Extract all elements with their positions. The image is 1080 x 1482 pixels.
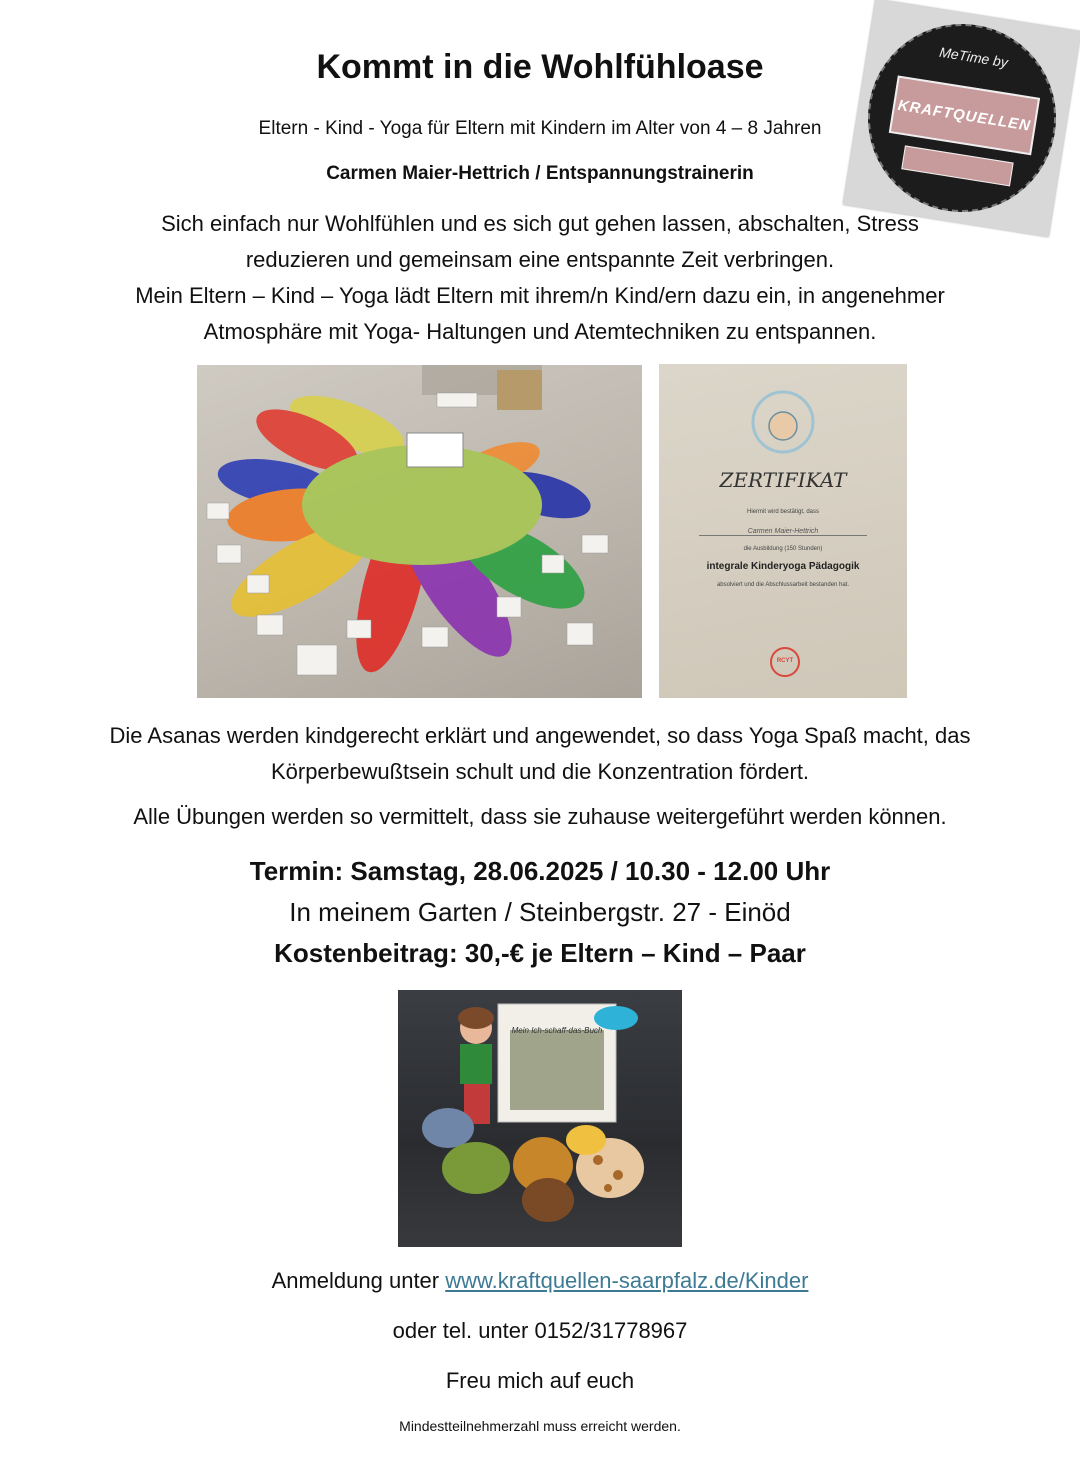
asanas-description — [0, 718, 1080, 790]
logo-subband — [901, 145, 1013, 186]
intro-line: Mein Eltern – Kind – Yoga lädt Eltern mit ihrem/n Kind/ern dazu ein, in angenehmer — [135, 283, 945, 308]
intro-line: reduzieren und gemeinsam eine entspannte Zeit verbringen. — [245, 247, 835, 272]
certificate-badge: RCYT — [776, 658, 794, 664]
event-cost: Kostenbeitrag: 30,-€ je Eltern – Kind – Paar — [274, 938, 806, 968]
intro-line: Atmosphäre mit Yoga- Haltungen und Atemtechniken zu entspannen. — [203, 319, 877, 344]
logo-name: KRAFTQUELLEN — [896, 96, 1033, 135]
subtitle: Eltern - Kind - Yoga für Eltern mit Kindern im Alter von 4 – 8 Jahren — [258, 118, 822, 139]
certificate-course: integrale Kinderyoga Pädagogik — [706, 561, 860, 572]
certificate-training: die Ausbildung (150 Stunden) — [743, 546, 823, 552]
description-line: Die Asanas werden kindgerecht erklärt und angewendet, so dass Yoga Spaß macht, das — [109, 723, 971, 748]
book-label: Mein Ich-schaff-das-Buch — [511, 1026, 603, 1035]
logo-band — [889, 75, 1040, 155]
logo-top-text: MeTime by — [938, 43, 1010, 71]
kraftquellen-logo — [843, 0, 1080, 237]
certificate-heading: ZERTIFIKAT — [719, 468, 847, 492]
yoga-scarves-photo — [197, 365, 642, 698]
logo-circle — [854, 10, 1069, 225]
exercises-note: Alle Übungen werden so vermittelt, dass sie zuhause weitergeführt werden können. — [133, 804, 947, 829]
intro-line: Sich einfach nur Wohlfühlen und es sich gut gehen lassen, abschalten, Stress — [161, 211, 919, 236]
page-title: Kommt in die Wohlfühloase — [316, 48, 764, 86]
description-line: Körperbewußtsein schult und die Konzentration fördert. — [270, 759, 810, 784]
toys-photo — [398, 990, 682, 1247]
registration-prefix: Anmeldung unter — [271, 1268, 446, 1293]
certificate-passed: absolviert und die Abschlussarbeit bestanden hat. — [716, 582, 850, 588]
intro-text — [0, 206, 1080, 350]
event-date: Termin: Samstag, 28.06.2025 / 10.30 - 12.00 Uhr — [249, 856, 831, 886]
trainer-name: Carmen Maier-Hettrich / Entspannungstrainerin — [326, 163, 754, 184]
certificate-name: Carmen Maier-Hettrich — [699, 528, 867, 536]
certificate-confirm: Hiermit wird bestätigt, dass — [746, 509, 820, 515]
minimum-participants-note: Mindestteilnehmerzahl muss erreicht werden. — [399, 1418, 681, 1434]
scarves-illustration — [197, 365, 642, 698]
event-location: In meinem Garten / Steinbergstr. 27 - Einöd — [289, 897, 791, 927]
registration-line — [0, 1268, 1080, 1294]
closing-line: Freu mich auf euch — [445, 1368, 635, 1393]
phone-line: oder tel. unter 0152/31778967 — [392, 1318, 688, 1343]
registration-link[interactable]: www.kraftquellen-saarpfalz.de/Kinder — [445, 1268, 809, 1293]
certificate-photo — [659, 364, 907, 698]
